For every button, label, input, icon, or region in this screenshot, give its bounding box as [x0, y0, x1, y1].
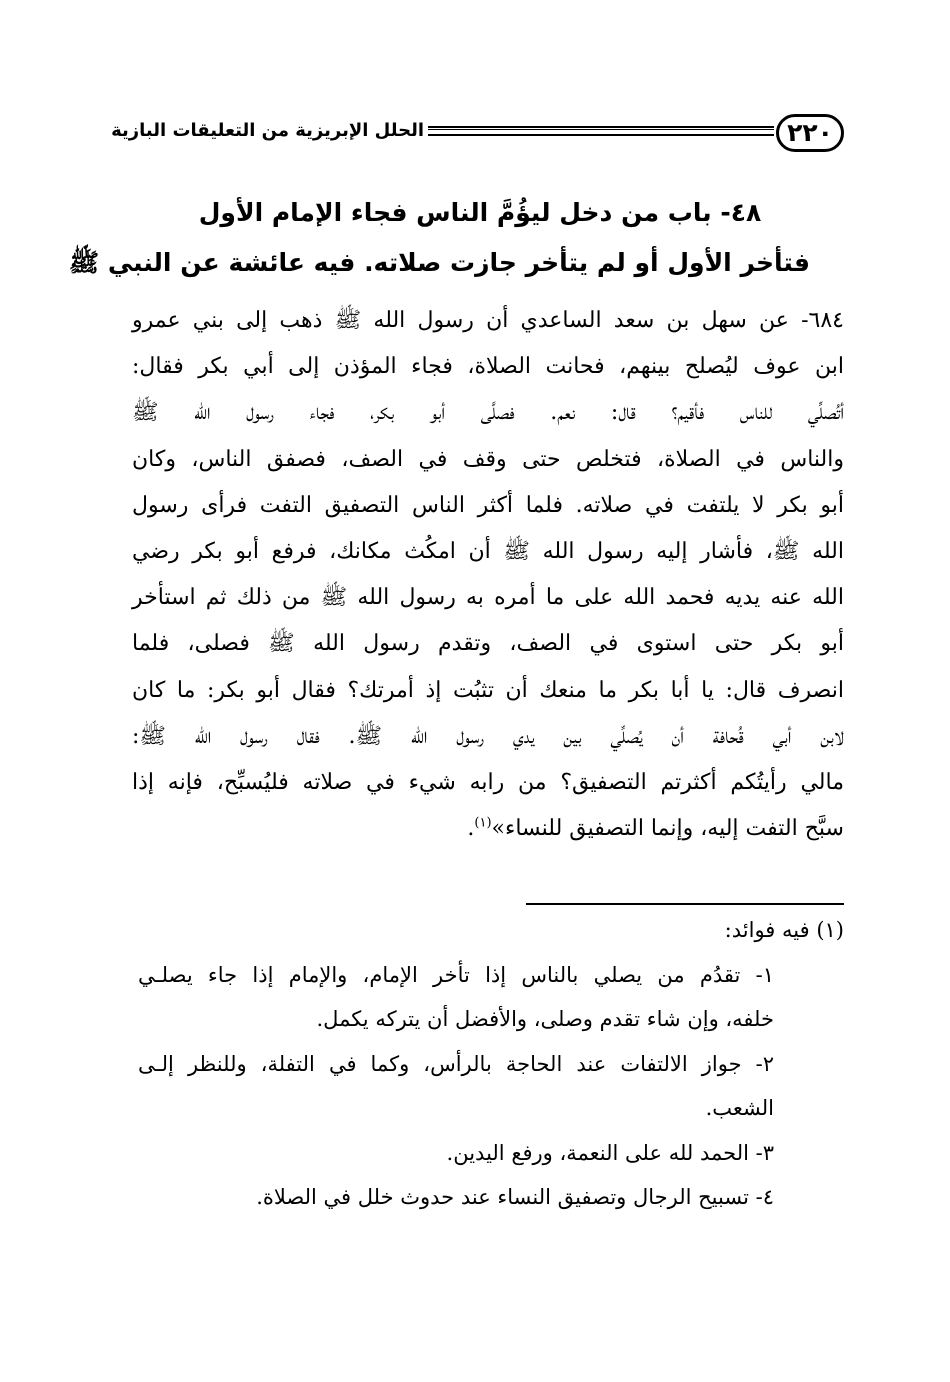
- footnote-item-2-line-2: الشعب.: [705, 1096, 774, 1120]
- hadith-line: أبو بكر حتى استوى في الصف، وتقدم رسول الله ﷺ فصلى، فلما: [132, 631, 844, 657]
- hadith-line: ابن عوف ليُصلح بينهم، فحانت الصلاة، فجاء المؤذن إلى أبي بكر فقال:: [132, 354, 844, 380]
- chapter-heading-line-1: ٤٨- باب من دخل ليؤُمَّ الناس فجاء الإمام الأول: [198, 198, 762, 227]
- hadith-last-line-end: .: [467, 816, 475, 842]
- footnote-item-2-line-1: ٢- جواز الالتفات عند الحاجة بالرأس، وكما في التفلة، وللنظر إلـى: [138, 1051, 774, 1076]
- page-number: ٢٢٠: [776, 114, 844, 152]
- footnote-item-3: ٣- الحمد لله على النعمة، ورفع اليدين.: [446, 1140, 774, 1165]
- footnote-item-4: ٤- تسبيح الرجال وتصفيق النساء عند حدوث خلل في الصلاة.: [256, 1185, 774, 1209]
- footnote-separator: [526, 903, 844, 905]
- footnote-item-1-line-2: خلفه، وإن شاء تقدم وصلى، والأفضل أن يتركه يكمل.: [316, 1007, 774, 1031]
- header-rule: [428, 126, 774, 136]
- hadith-line: والناس في الصلاة، فتخلص حتى وقف في الصف، فصفق الناس، وكان: [132, 446, 844, 472]
- hadith-text: [132, 298, 844, 852]
- chapter-heading-line-2: فتأخر الأول أو لم يتأخر جازت صلاته. فيه عائشة عن النبي ﷺ: [68, 248, 810, 277]
- book-title: الحلل الإبريزية من التعليقات البازية: [111, 120, 424, 141]
- hadith-line: أبو بكر لا يلتفت في صلاته. فلما أكثر الناس التصفيق التفت فرأى رسول: [132, 492, 844, 518]
- hadith-last-line: [132, 806, 844, 852]
- hadith-line: الله عنه يديه فحمد الله على ما أمره به رسول الله ﷺ من ذلك ثم استأخر: [132, 585, 844, 611]
- hadith-line: ٦٨٤- عن سهل بن سعد الساعدي أن رسول الله ﷺ ذهب إلى بني عمرو: [132, 308, 844, 333]
- hadith-line: مالي رأيتُكم أكثرتم التصفيق؟ من رابه شيء في صلاته فليُسبِّح، فإنه إذا: [132, 770, 844, 796]
- footnote-item-1-line-1: ١- تقدُم من يصلي بالناس إذا تأخر الإمام، والإمام إذا جاء يصلـي: [138, 962, 774, 987]
- footnotes: [138, 908, 844, 1220]
- footnote-intro: (١) فيه فوائد:: [724, 918, 844, 942]
- header-rule-inner: [428, 129, 774, 130]
- hadith-line: الله ﷺ، فأشار إليه رسول الله ﷺ أن امكُث مكانك، فرفع أبو بكر رضي: [132, 539, 844, 565]
- chapter-heading: [68, 188, 810, 288]
- hadith-line: لابن أبي قُحافة أن يُصلِّي بين يدي رسول الله ﷺ. فقال رسول الله ﷺ:: [132, 723, 844, 749]
- hadith-line: أتُصلِّي للناس فأقيم؟ قال: نعم. فصلَّى أبو بكر، فجاء رسول الله ﷺ: [132, 400, 844, 426]
- hadith-line: انصرف قال: يا أبا بكر ما منعك أن تثبُت إذ أمرتك؟ فقال أبو بكر: ما كان: [132, 677, 844, 703]
- running-header: [111, 108, 844, 160]
- hadith-last-line-text: سبَّح التفت إليه، وإنما التصفيق للنساء»: [491, 816, 844, 842]
- footnote-reference[interactable]: (١): [474, 815, 492, 831]
